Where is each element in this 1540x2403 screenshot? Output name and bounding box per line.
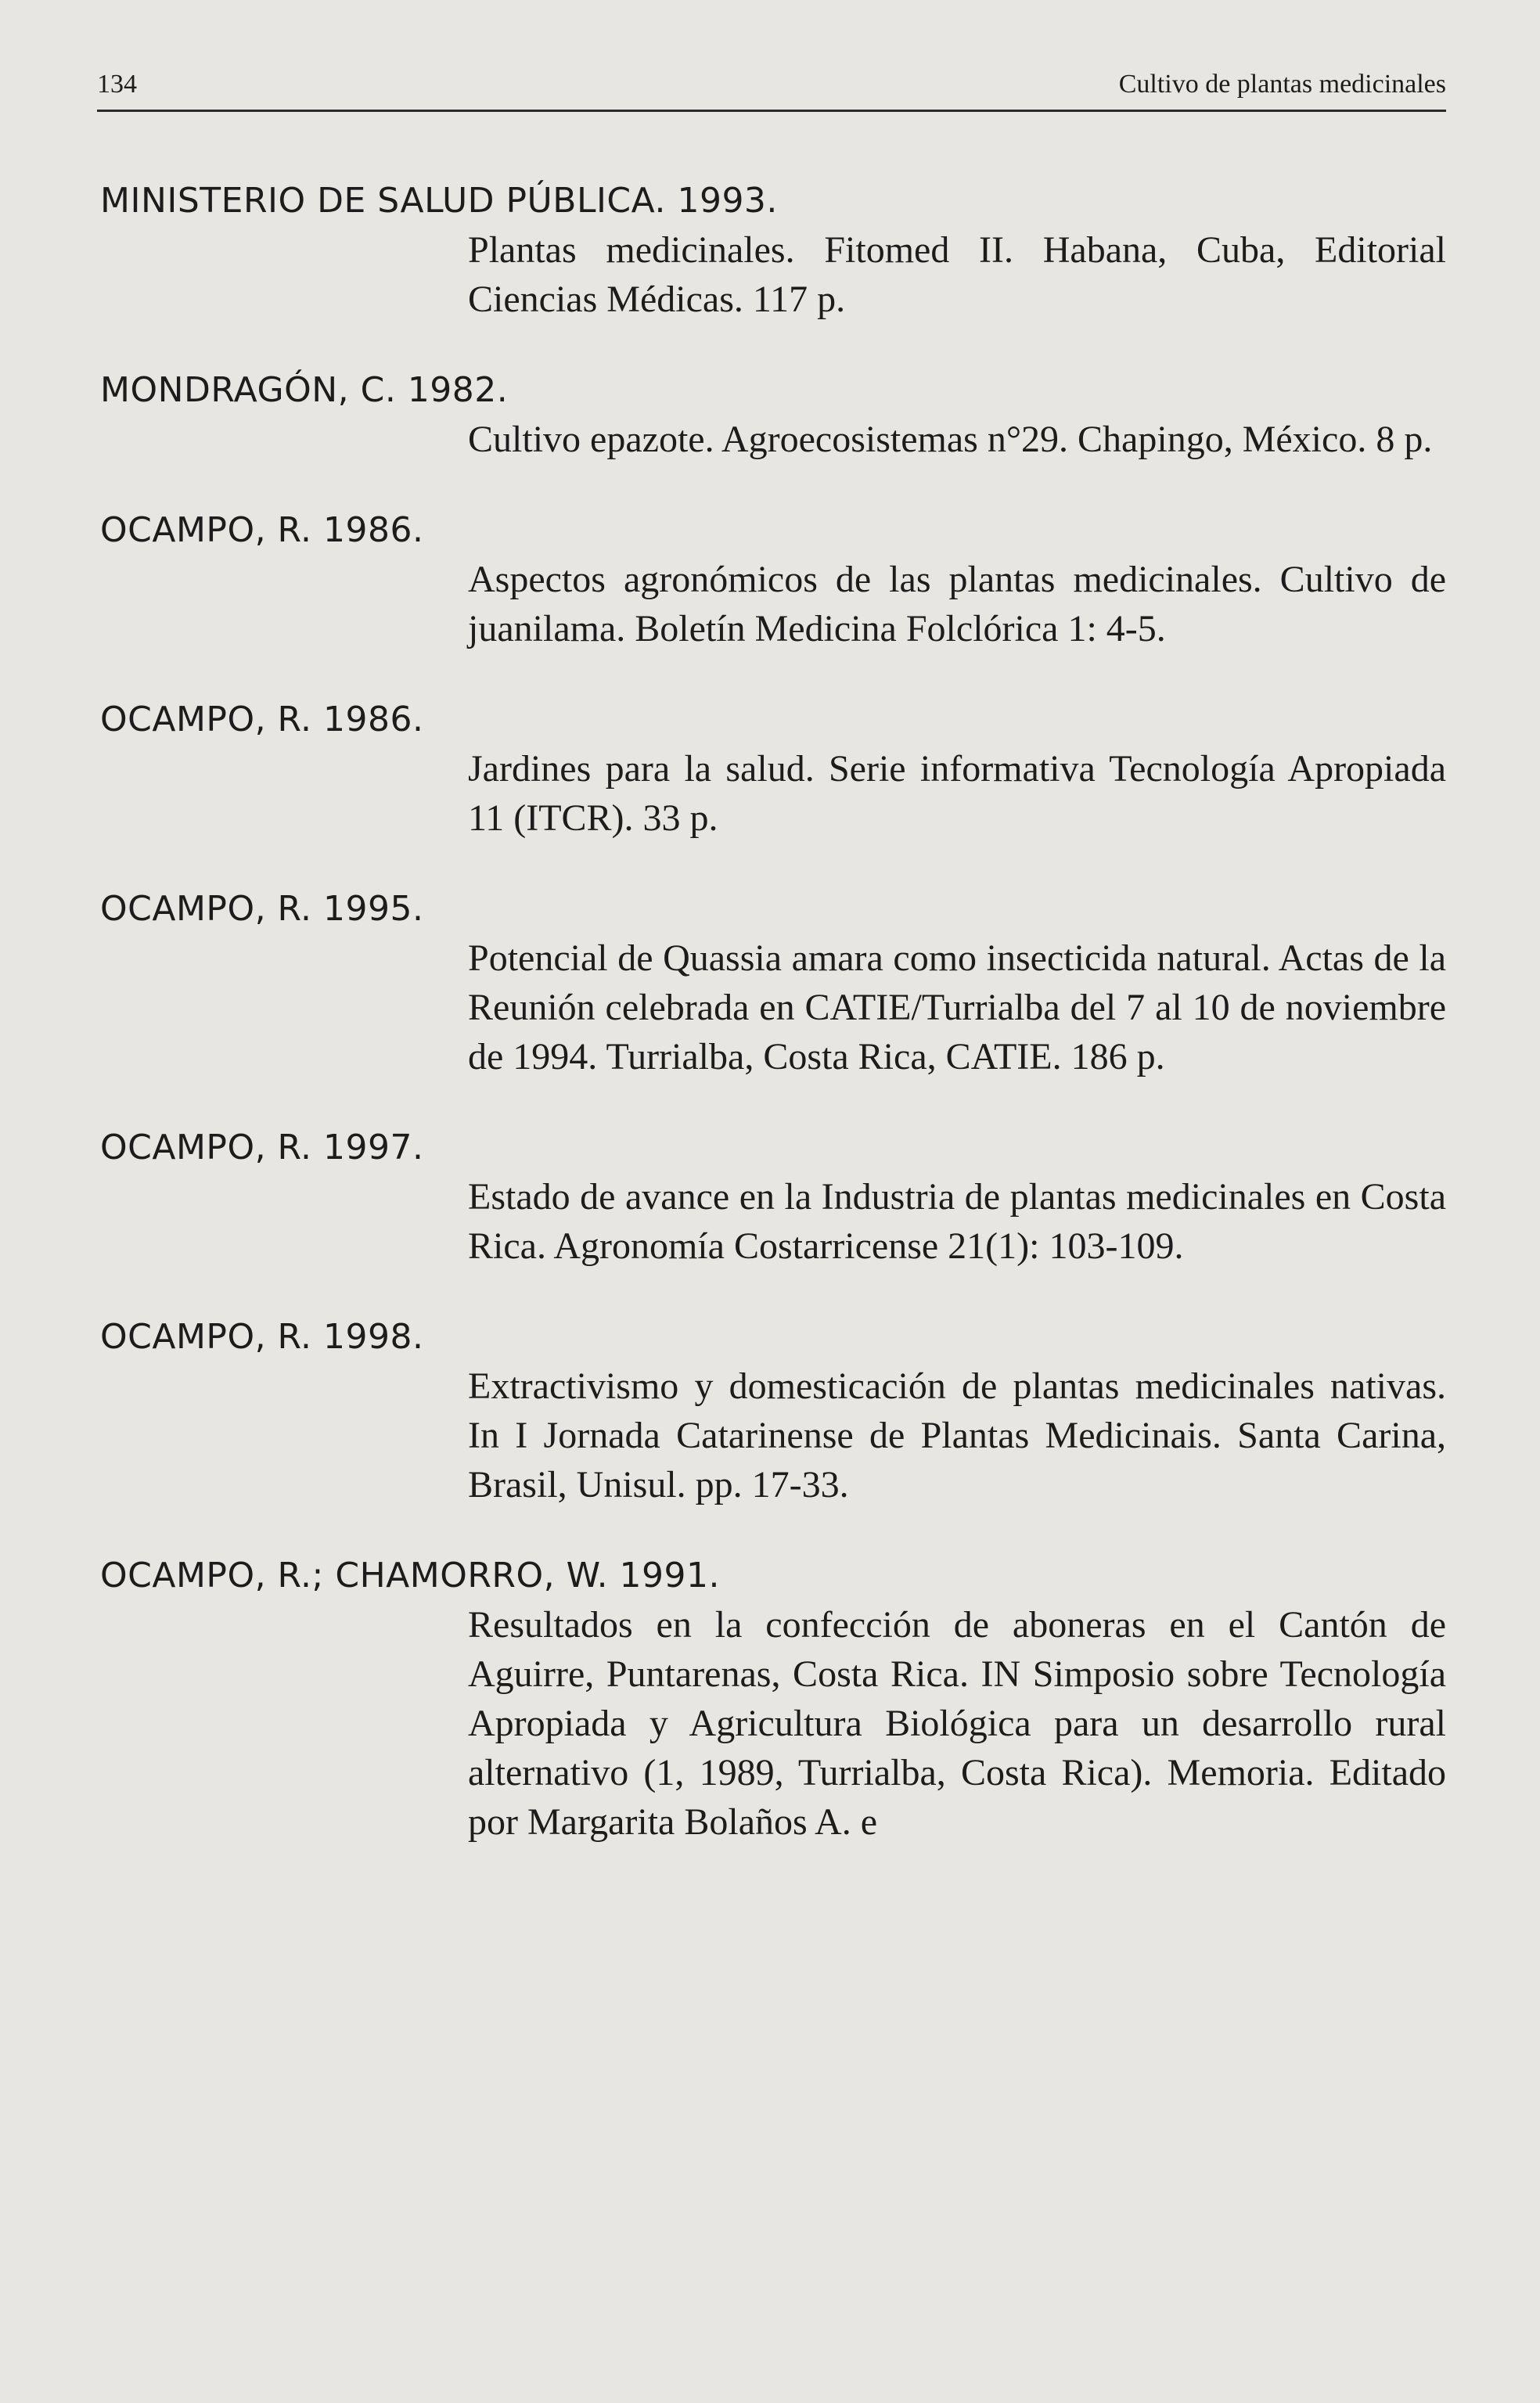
reference-author-year: OCAMPO, R. 1998. [100,1317,424,1357]
reference-entry [100,885,1446,1081]
reference-entry [100,366,1446,464]
reference-citation: Jardines para la salud. Serie informativa Tecnología Apropiada 11 (ITCR). 33 p. [468,748,1446,839]
reference-entry [100,506,1446,653]
page-number: 134 [97,70,137,99]
reference-author-year: OCAMPO, R. 1986. [100,700,424,739]
reference-entry [100,1124,1446,1271]
reference-citation: Cultivo epazote. Agroecosistemas n°29. Chapingo, México. 8 p. [468,419,1433,460]
reference-entry [100,696,1446,843]
running-title: Cultivo de plantas medicinales [1118,70,1446,99]
reference-citation: Resultados en la confección de aboneras en el Cantón de Aguirre, Puntarenas, Costa Rica. IN Simposio sobre Tecnología Apropiada y Agricultura Biológica para un desarrollo rural alternativo (1, 1989, Turrialba, Costa Rica). Memoria. Editado por Margarita Bolaños A. e [468,1604,1446,1843]
reference-author-year: OCAMPO, R. 1995. [100,889,424,929]
reference-citation: Potencial de Quassia amara como insecticida natural. Actas de la Reunión celebrada en CATIE/Turrialba del 7 al 10 de noviembre de 1994. Turrialba, Costa Rica, CATIE. 186 p. [468,937,1446,1077]
page-header [97,69,1446,112]
reference-entry [100,1313,1446,1509]
reference-author-year: OCAMPO, R.; CHAMORRO, W. 1991. [100,1556,721,1595]
reference-author-year: MINISTERIO DE SALUD PÚBLICA. 1993. [100,181,778,221]
reference-author-year: MONDRAGÓN, C. 1982. [100,370,509,410]
reference-citation: Aspectos agronómicos de las plantas medicinales. Cultivo de juanilama. Boletín Medicina Folclórica 1: 4-5. [468,559,1446,649]
reference-citation: Extractivismo y domesticación de plantas medicinales nativas. In I Jornada Catarinense de Plantas Medicinais. Santa Carina, Brasil, Unisul. pp. 17-33. [468,1365,1446,1505]
reference-author-year: OCAMPO, R. 1997. [100,1128,424,1167]
reference-list [100,177,1446,1889]
reference-author-year: OCAMPO, R. 1986. [100,510,424,550]
reference-entry [100,177,1446,324]
reference-entry [100,1552,1446,1847]
reference-citation: Estado de avance en la Industria de plantas medicinales en Costa Rica. Agronomía Costarricense 21(1): 103-109. [468,1176,1446,1267]
reference-citation: Plantas medicinales. Fitomed II. Habana, Cuba, Editorial Ciencias Médicas. 117 p. [468,229,1446,320]
